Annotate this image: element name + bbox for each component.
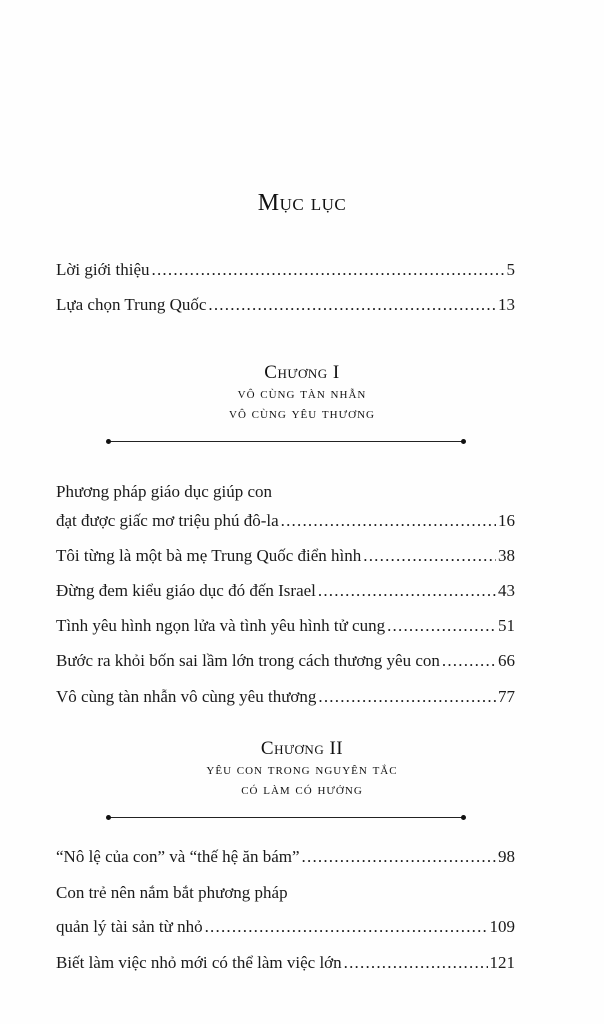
toc-page-number: 43 [498, 581, 515, 600]
toc-page-number: 98 [498, 847, 515, 866]
chapter-2-heading [0, 738, 604, 800]
leader-dots [302, 846, 496, 868]
leader-dots [205, 916, 488, 938]
toc-entry-introduction[interactable] [56, 259, 515, 281]
toc-entry-choosing-china[interactable] [56, 294, 515, 316]
leader-dots [318, 580, 496, 602]
toc-entry-small-things[interactable] [56, 952, 515, 974]
toc-page-number: 16 [498, 511, 515, 530]
chapter-subtitle-line: yêu con trong nguyên tắc [206, 762, 398, 778]
chapter-number: Chương I [264, 362, 340, 383]
leader-dots [344, 952, 488, 974]
toc-entry-label: “Nô lệ của con” và “thế hệ ăn bám” [56, 847, 300, 866]
chapter-1-heading [0, 362, 604, 424]
chapter-subtitle-line: vô cùng yêu thương [229, 406, 375, 422]
toc-entry-label-line1: Con trẻ nên nắm bắt phương pháp [56, 883, 288, 902]
page-title: Mục lục [257, 190, 347, 216]
chapter-divider [108, 441, 464, 442]
toc-entry-label: Tình yêu hình ngọn lửa và tình yêu hình tử cung [56, 616, 386, 635]
toc-page-number: 51 [498, 616, 515, 635]
chapter-number: Chương II [260, 738, 344, 759]
leader-dots [318, 686, 496, 708]
toc-entry-label: Biết làm việc nhỏ mới có thể làm việc lớn [56, 953, 342, 972]
leader-dots [442, 650, 496, 672]
toc-entry-label: Vô cùng tàn nhẫn vô cùng yêu thương [56, 687, 317, 706]
toc-entry-child-slave[interactable] [56, 846, 515, 868]
toc-entry-israel[interactable] [56, 580, 515, 602]
toc-entry-label: Đừng đem kiểu giáo dục đó đến Israel [56, 581, 316, 600]
toc-page-number: 109 [489, 917, 515, 936]
leader-dots [152, 259, 505, 281]
toc-entry-label: Bước ra khỏi bốn sai lầm lớn trong cách thương yêu con [56, 651, 440, 670]
leader-dots [208, 294, 496, 316]
leader-dots [363, 545, 496, 567]
toc-entry-label: Lời giới thiệu [56, 260, 150, 279]
toc-entry-four-mistakes[interactable] [56, 650, 515, 672]
chapter-subtitle-line: có làm có hưởng [241, 782, 363, 798]
toc-page-number: 66 [498, 651, 515, 670]
toc-entry-asset-management[interactable] [56, 916, 515, 938]
leader-dots [387, 615, 496, 637]
toc-page-number: 121 [489, 953, 515, 972]
toc-entry-label: quản lý tài sản từ nhỏ [56, 917, 203, 936]
leader-dots [281, 510, 496, 532]
toc-entry-millionaire-dream[interactable] [56, 510, 515, 532]
toc-entry-label-line1: Phương pháp giáo dục giúp con [56, 482, 273, 501]
toc-page-number: 5 [506, 260, 515, 279]
chapter-subtitle-line: vô cùng tàn nhẫn [237, 386, 367, 402]
chapter-divider [108, 817, 464, 818]
toc-page-number: 13 [498, 295, 515, 314]
toc-entry-ruthless-loving[interactable] [56, 686, 515, 708]
toc-entry-typical-chinese-mother[interactable] [56, 545, 515, 567]
toc-page-number: 77 [498, 687, 515, 706]
toc-entry-label: đạt được giấc mơ triệu phú đô-la [56, 511, 279, 530]
toc-entry-label: Tôi từng là một bà mẹ Trung Quốc điển hình [56, 546, 362, 565]
toc-entry-flame-love[interactable] [56, 615, 515, 637]
toc-entry-label: Lựa chọn Trung Quốc [56, 295, 207, 314]
toc-page-number: 38 [498, 546, 515, 565]
